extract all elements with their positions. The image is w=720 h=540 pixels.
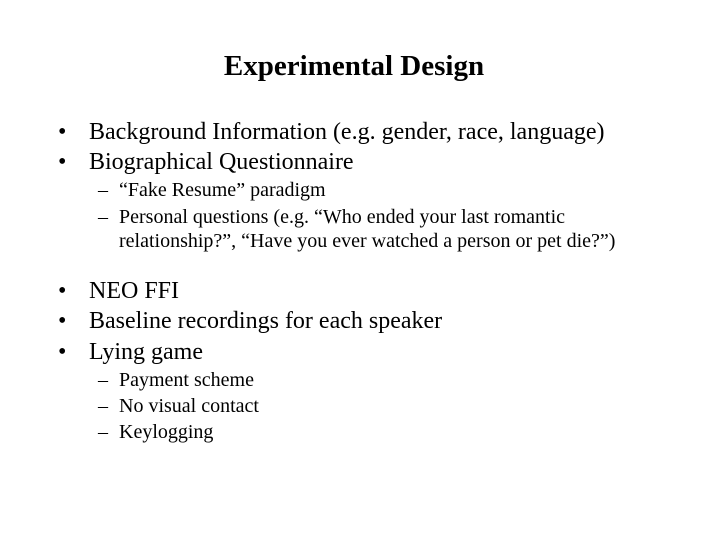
sub-item [98, 420, 624, 444]
bullet-text: Baseline recordings for each speaker [89, 308, 443, 334]
sub-text: No visual contact [119, 395, 259, 417]
sub-item [98, 368, 624, 392]
sub-text: “Fake Resume” paradigm [119, 179, 326, 201]
bullet-text: NEO FFI [89, 278, 180, 304]
sub-marker: – [98, 206, 108, 228]
bullet-item [58, 337, 203, 367]
sub-text: Keylogging [119, 421, 214, 443]
sub-marker: – [98, 179, 108, 201]
sub-item [98, 394, 624, 418]
bullet-text: Lying game [89, 339, 203, 365]
bullet-marker: • [58, 149, 67, 175]
bullet-item [58, 306, 442, 336]
bullet-item [58, 117, 604, 147]
bullet-marker: • [58, 339, 67, 365]
bullet-item [58, 147, 354, 177]
sub-text: Payment scheme [119, 369, 254, 391]
bullet-marker: • [58, 308, 67, 334]
sub-marker: – [98, 421, 108, 443]
sub-item [98, 205, 624, 253]
bullet-text: Background Information (e.g. gender, race, language) [89, 119, 605, 145]
sub-marker: – [98, 395, 108, 417]
sub-text: Personal questions (e.g. “Who ended your last romantic relationship?”, “Have you ever watched a person or pet die?”) [119, 206, 616, 252]
bullet-item [58, 276, 179, 306]
slide-title: Experimental Design [223, 50, 485, 82]
bullet-marker: • [58, 119, 67, 145]
sub-item [98, 178, 624, 202]
bullet-text: Biographical Questionnaire [89, 149, 354, 175]
sub-marker: – [98, 369, 108, 391]
bullet-marker: • [58, 278, 67, 304]
